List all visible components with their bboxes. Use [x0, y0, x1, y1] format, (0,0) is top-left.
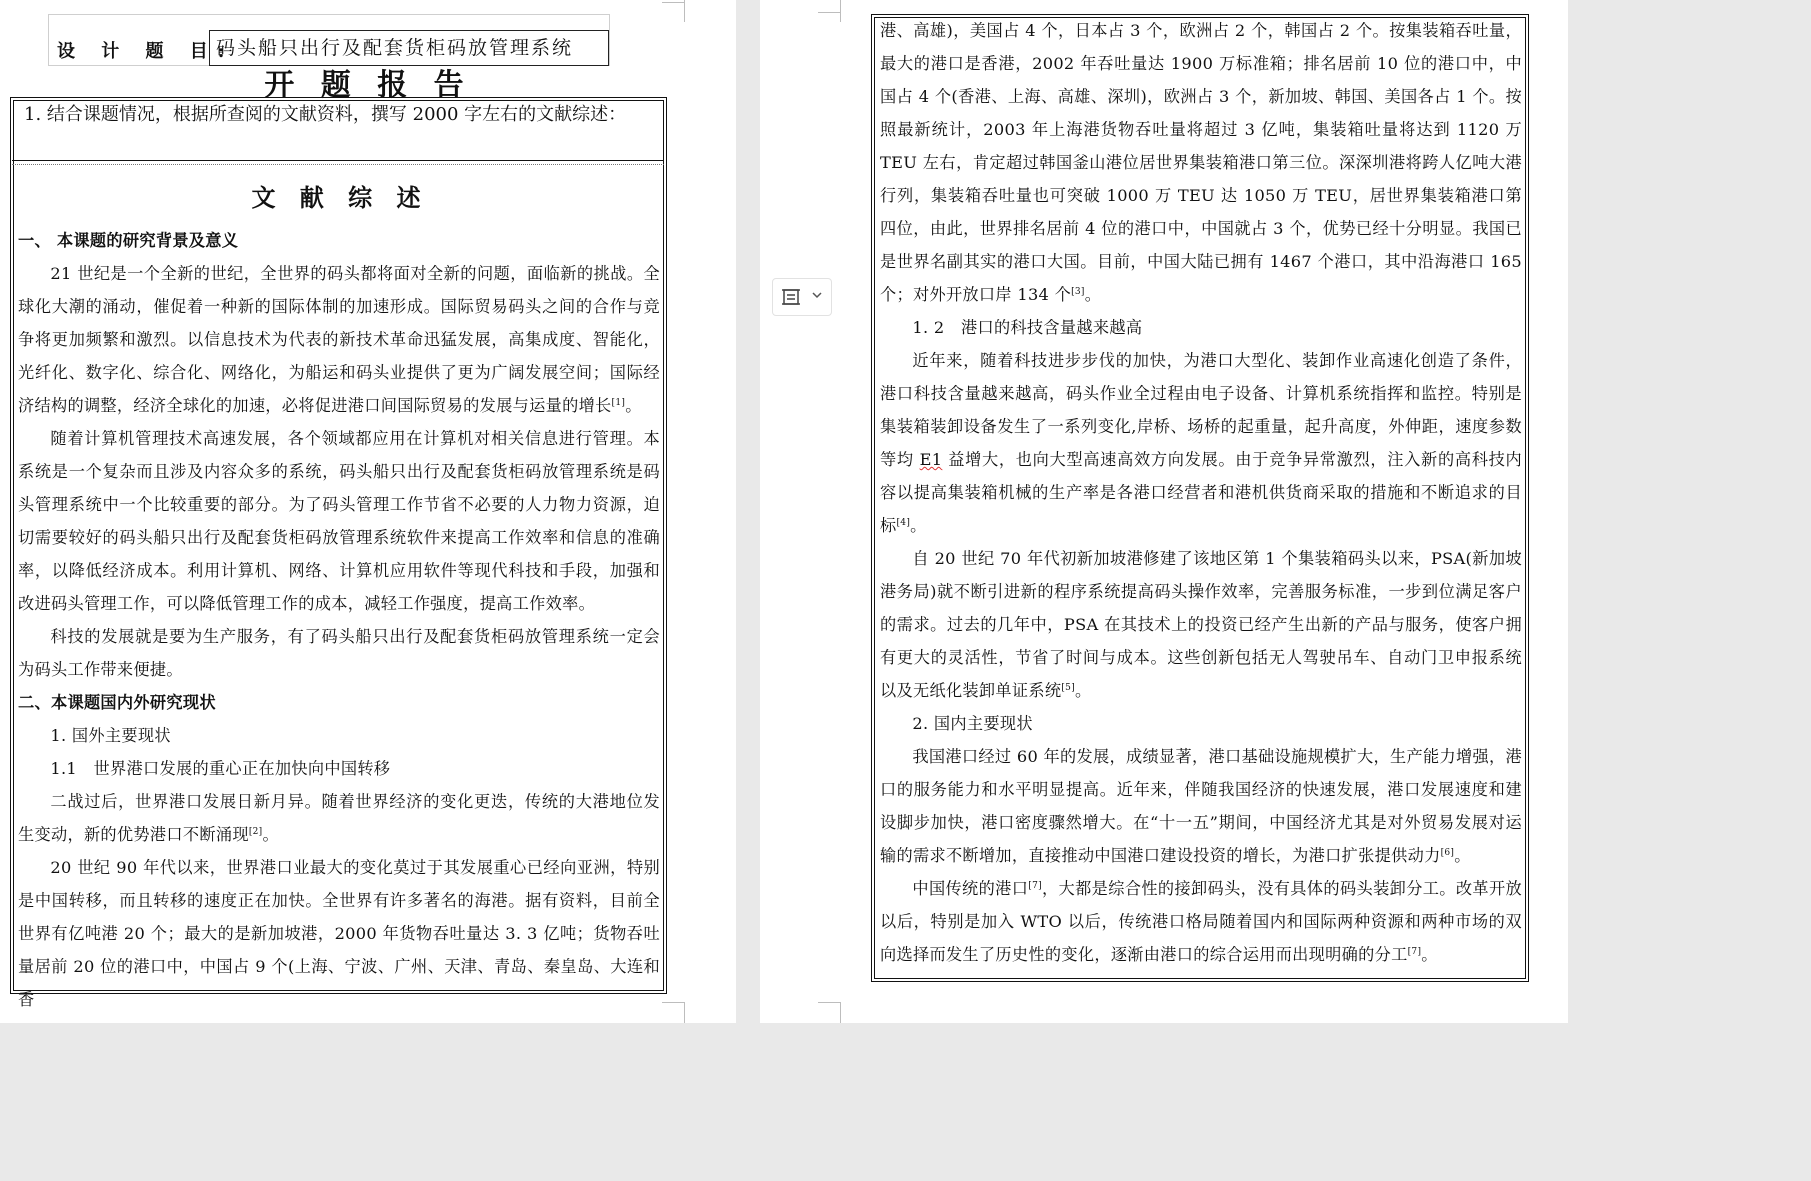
topic-header [48, 14, 610, 66]
citation-ref: [3] [1071, 287, 1085, 297]
paragraph [18, 851, 660, 1016]
outline-toggle-widget[interactable] [772, 278, 832, 316]
crop-mark [818, 1002, 840, 1003]
citation-ref: [7] [1407, 947, 1422, 957]
paragraph [18, 620, 660, 686]
paragraph [880, 344, 1522, 542]
page-gap [736, 0, 760, 1023]
subsection-heading: 1.1 世界港口发展的重心正在加快向中国转移 [50, 759, 391, 778]
paragraph-text: 港、高雄)，美国占 4 个，日本占 3 个，欧洲占 2 个，韩国占 2 个。按集装箱吞吐量，最大的港口是香港，2002 年吞吐量达 1900 万标准箱；排名居前 10 位的港口中，中国占 4 个(香港、上海、高雄、深圳)，欧洲占 3 个，新加坡、韩国、美国各占 1 个。按照最新统计，2003 年上海港货物吞吐量将超过 3 亿吨，集装箱吐量将达到 1120 万 TEU 左右，肯定超过韩国釜山港位居世界集装箱港口第三位。深深圳港将跨人亿吨大港行列，集装箱吞吐量也可突破 1000 万 TEU 达 1050 万 TEU，居世界集装箱港口第四位，由此，世界排名居前 4 位的港口中，中国就占 3 个，优势已经十分明显。我国已是世界名副其实的港口大国。目前，中国大陆已拥有 1467 个港口，其中沿海港口 165 个；对外开放口岸 134 个 [880, 21, 1522, 304]
section-heading: 二、本课题国内外研究现状 [18, 693, 216, 712]
paragraph [880, 542, 1522, 707]
citation-ref: [2] [248, 827, 263, 837]
paragraph [18, 785, 660, 851]
citation-ref: [7] [1028, 881, 1042, 891]
citation-ref: [6] [1440, 848, 1455, 858]
paragraph [880, 14, 1522, 311]
crop-mark [684, 0, 685, 22]
paragraph-text: 。 [262, 825, 279, 844]
crop-mark [662, 2, 684, 3]
paragraph-text: 。 [1421, 945, 1438, 964]
topic-label: 设 计 题 目: [57, 41, 235, 62]
paragraph [18, 422, 660, 620]
review-title: 文 献 综 述 [251, 183, 429, 212]
paragraph-text: 。 [625, 396, 642, 415]
paragraph [18, 257, 660, 422]
crop-mark [818, 12, 840, 13]
paragraph [880, 872, 1522, 971]
paragraph-text: 20 世纪 90 年代以来，世界港口业最大的变化莫过于其发展重心已经向亚洲，特别是中国转移，而且转移的速度正在加快。全世界有许多著名的海港。据有资料，目前全世界有亿吨港 20 个；最大的是新加坡港，2000 年货物吞吐量达 3. 3 亿吨；货物吞吐量居前 20 位的港口中，中国占 9 个(上海、宁波、广州、天津、青岛、秦皇岛、大连和香 [18, 858, 660, 1009]
citation-ref: [4] [896, 518, 911, 528]
subsection-heading: 1. 国外主要现状 [50, 726, 171, 745]
outline-panel-icon[interactable] [781, 287, 801, 307]
citation-ref: [1] [611, 398, 626, 408]
paragraph-text: 我国港口经过 60 年的发展，成绩显著，港口基础设施规模扩大，生产能力增强，港口的服务能力和水平明显提高。近年来，伴随我国经济的快速发展，港口发展速度和建设脚步加快，港口密度骤然增大。在“十一五”期间，中国经济尤其是对外贸易发展对运输的需求不断增加，直接推动中国港口建设投资的增长，为港口扩张提供动力 [880, 747, 1522, 865]
body-text-right [880, 14, 1522, 971]
topic-value: 码头船只出行及配套货柜码放管理系统 [209, 30, 609, 66]
paragraph-text: 。 [1454, 846, 1471, 865]
crop-mark [840, 1002, 841, 1023]
paragraph-text: 益增大，也向大型高速高效方向发展。由于竞争异常激烈，注入新的高科技内容以提高集装箱机械的生产率是各港口经营者和港机供货商采取的措施和不断追求的目标 [880, 450, 1522, 535]
paragraph-text: 二战过后，世界港口发展日新月异。随着世界经济的变化更迭，传统的大港地位发生变动，新的优势港口不断涌现 [18, 792, 660, 844]
spelling-error-text: E1 [919, 450, 943, 469]
subsection-heading: 1. 2 港口的科技含量越来越高 [912, 318, 1143, 337]
paragraph-text: 。 [910, 516, 927, 535]
crop-mark [840, 0, 841, 22]
paragraph-text: 随着计算机管理技术高速发展，各个领域都应用在计算机对相关信息进行管理。本系统是一个复杂而且涉及内容众多的系统，码头船只出行及配套货柜码放管理系统是码头管理系统中一个比较重要的部分。为了码头管理工作节省不必要的人力物力资源，迫切需要较好的码头船只出行及配套货柜码放管理系统软件来提高工作效率和信息的准确率，以降低经济成本。利用计算机、网络、计算机应用软件等现代科技和手段，加强和改进码头管理工作，可以降低管理工作的成本，减轻工作强度，提高工作效率。 [18, 429, 660, 613]
paragraph-text: 。 [1084, 285, 1102, 304]
body-text-left [18, 224, 660, 1016]
document-page-left [0, 0, 736, 1023]
paragraph-text: 自 20 世纪 70 年代初新加坡港修建了该地区第 1 个集装箱码头以来，PSA(新加坡港务局)就不断引进新的程序系统提高码头操作效率，完善服务标准，一步到位满足客户的需求。过去的几年中，PSA 在其技术上的投资已经产生出新的产品与服务，使客户拥有更大的灵活性，节省了时间与成本。这些创新包括无人驾驶吊车、自动门卫申报系统以及无纸化装卸单证系统 [880, 549, 1522, 700]
crop-mark [662, 1002, 684, 1003]
section-divider-dotted [12, 164, 664, 165]
report-title: 开 题 报 告 [264, 68, 472, 103]
subsection-heading: 2. 国内主要现状 [912, 714, 1033, 733]
section-heading: 一、 本课题的研究背景及意义 [18, 231, 239, 250]
task-instruction: 1. 结合课题情况，根据所查阅的文献资料，撰写 2000 字左右的文献综述： [24, 104, 627, 125]
paragraph-text: 近年来，随着科技进步步伐的加快，为港口大型化、装卸作业高速化创造了条件，港口科技含量越来越高，码头作业全过程由电子设备、计算机系统指挥和监控。特别是集装箱装卸设备发生了一系列变化,岸桥、场桥的起重量，起升高度，外伸距，速度参数等均 [880, 351, 1522, 469]
paragraph [880, 740, 1522, 872]
paragraph-text: 。 [1075, 681, 1092, 700]
paragraph-text: 科技的发展就是要为生产服务，有了码头船只出行及配套货柜码放管理系统一定会为码头工作带来便捷。 [18, 627, 660, 679]
section-divider [12, 160, 664, 161]
chevron-down-icon[interactable] [811, 289, 823, 301]
paragraph-text: ，大都是综合性的接卸码头，没有具体的码头装卸分工。改革开放以后，特别是加入 WTO 以后，传统港口格局随着国内和国际两种资源和两种市场的双向选择而发生了历史性的变化，逐渐由港口的综合运用而出现明确的分工 [880, 879, 1522, 964]
paragraph-text: 21 世纪是一个全新的世纪，全世界的码头都将面对全新的问题，面临新的挑战。全球化大潮的涌动，催促着一种新的国际体制的加速形成。国际贸易码头之间的合作与竞争将更加频繁和激烈。以信息技术为代表的新技术革命迅猛发展，高集成度、智能化，光纤化、数字化、综合化、网络化，为船运和码头业提供了更为广阔发展空间；国际经济结构的调整，经济全球化的加速，必将促进港口间国际贸易的发展与运量的增长 [18, 264, 660, 415]
citation-ref: [5] [1061, 683, 1076, 693]
crop-mark [684, 1002, 685, 1023]
paragraph-text: 中国传统的港口 [912, 879, 1029, 898]
